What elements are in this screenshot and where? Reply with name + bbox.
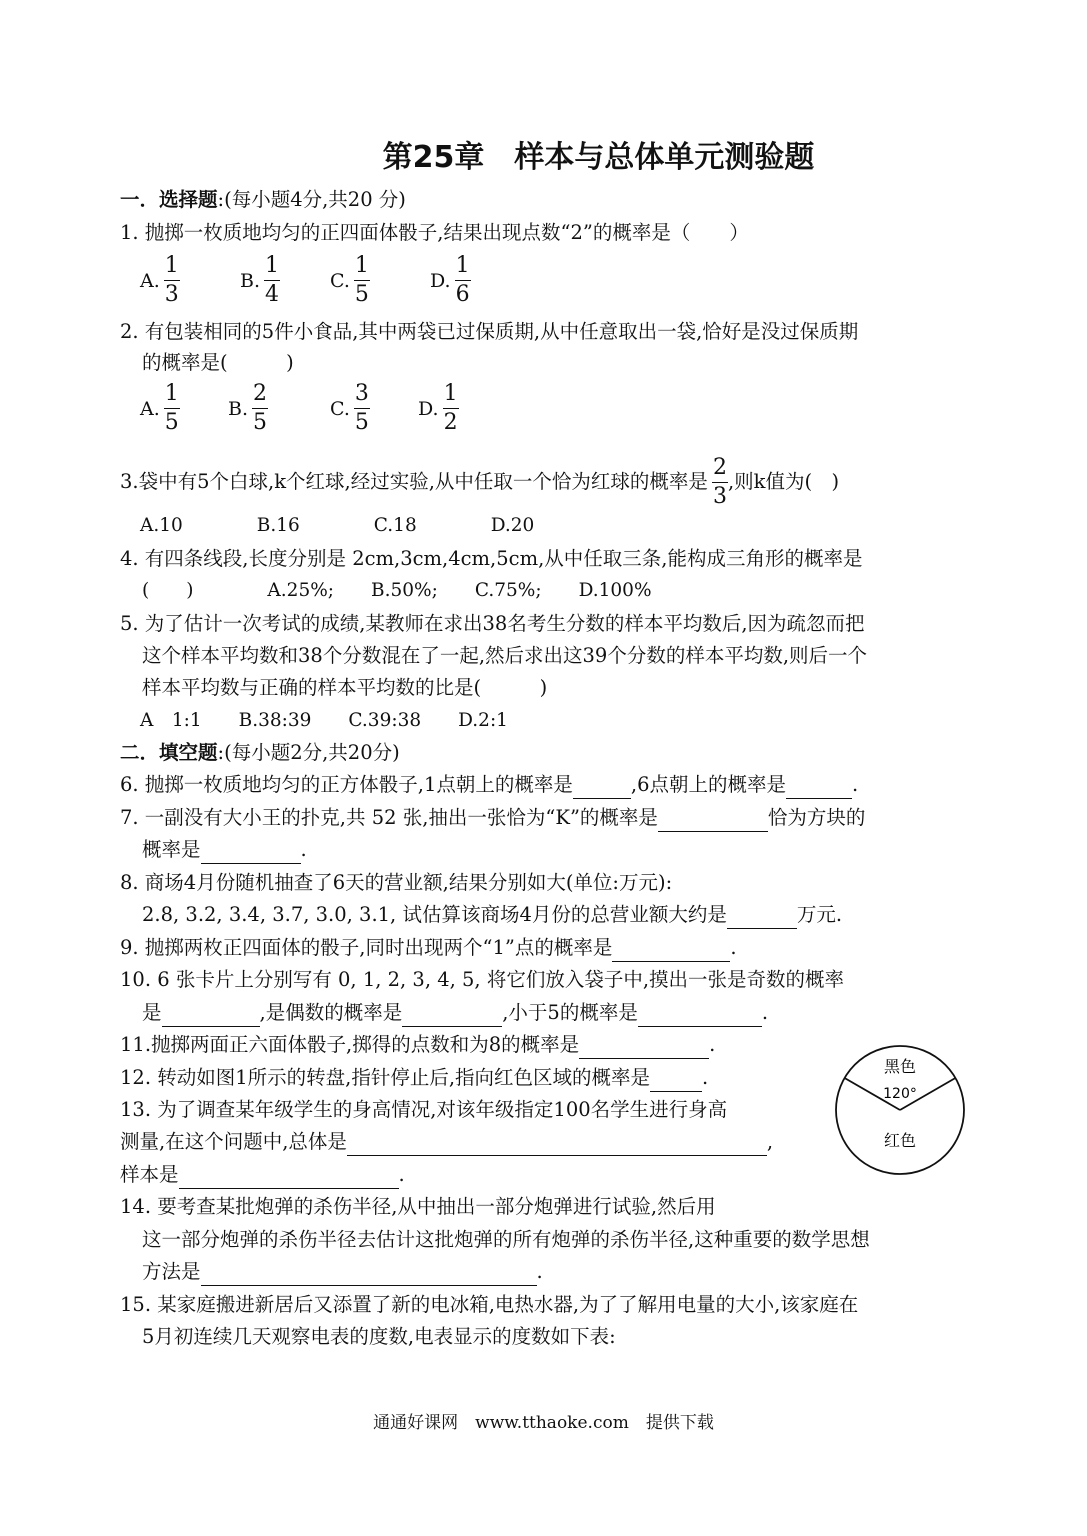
q1-option-2	[330, 254, 370, 307]
q10-part-b: 是	[142, 1001, 162, 1024]
option-letter: D.	[418, 397, 439, 420]
q3-fraction	[712, 456, 728, 509]
option-letter: A.	[140, 397, 160, 420]
section-2-heading	[120, 739, 400, 767]
q8-blank[interactable]	[727, 908, 797, 929]
footer-credit: 通通好课网 www.tthaoke.com 提供下载	[373, 1413, 714, 1433]
option-letter: D.	[430, 269, 451, 292]
q13-blank-1[interactable]	[347, 1135, 767, 1156]
section-2-note: :(每小题2分,共20分)	[217, 741, 400, 764]
option-fraction	[443, 382, 459, 435]
frac-num: 3	[354, 381, 369, 406]
q10-blank-1[interactable]	[162, 1006, 260, 1027]
q10-part-c: ,是偶数的概率是	[259, 1001, 403, 1024]
q5-text-2: 这个样本平均数和38个分数混在了一起,然后求出这39个分数的样本平均数,则后一个	[142, 644, 868, 667]
q7-part-a: 7. 一副没有大小王的扑克,共 52 张,抽出一张恰为“K”的概率是	[120, 806, 658, 829]
q4-text-2: ( ) A.25%; B.50%; C.75%; D.100%	[142, 580, 652, 601]
q2-text-1: 2. 有包装相同的5件小食品,其中两袋已过保质期,从中任意取出一袋,恰好是没过保质期	[120, 320, 859, 343]
section-1-note: :(每小题4分,共20 分)	[217, 188, 406, 211]
option-letter: B.	[228, 397, 249, 420]
q7-blank-2[interactable]	[201, 843, 301, 864]
option-fraction	[455, 254, 471, 307]
spinner-figure	[828, 1042, 972, 1178]
option-letter: A.	[140, 269, 160, 292]
q12-text	[120, 1064, 708, 1092]
q4-text-1: 4. 有四条线段,长度分别是 2cm,3cm,4cm,5cm,从中任取三条,能构成三角形的概率是	[120, 547, 863, 570]
q3-frac-num: 2	[712, 454, 727, 480]
q3-text	[120, 454, 840, 509]
q8-part-c: 万元.	[796, 903, 843, 926]
q14-blank[interactable]	[201, 1265, 537, 1286]
q10-text-2	[142, 999, 768, 1027]
q7-text-1	[120, 804, 865, 832]
q13-part-e: .	[398, 1163, 405, 1186]
q2-text-2: 的概率是( )	[142, 351, 294, 374]
q15-text-2: 5月初连续几天观察电表的度数,电表显示的度数如下表:	[142, 1325, 616, 1348]
q10-part-d: ,小于5的概率是	[502, 1001, 638, 1024]
frac-num: 1	[354, 253, 369, 278]
q5-options: A 1:1 B.38:39 C.39:38 D.2:1	[140, 710, 508, 731]
q11-text	[120, 1031, 715, 1059]
q12-blank[interactable]	[650, 1071, 702, 1092]
q6-part-c: .	[852, 773, 859, 796]
q2-option-0	[140, 382, 180, 435]
q6-part-a: 6. 抛掷一枚质地均匀的正方体骰子,1点朝上的概率是	[120, 773, 573, 796]
q6-blank-2[interactable]	[786, 778, 852, 799]
q1-option-1	[240, 254, 280, 307]
option-fraction	[264, 254, 280, 307]
option-letter: C.	[330, 397, 350, 420]
q6-part-b: ,6点朝上的概率是	[630, 773, 787, 796]
q9-part-a: 9. 抛掷两枚正四面体的骰子,同时出现两个“1”点的概率是	[120, 936, 613, 959]
option-fraction	[164, 254, 180, 307]
q3-pre: 3.袋中有5个白球,k个红球,经过实验,从中任取一个恰为红球的概率是	[120, 470, 708, 493]
q6-text	[120, 771, 858, 799]
q12-part-a: 12. 转动如图1所示的转盘,指针停止后,指向红色区域的概率是	[120, 1066, 651, 1089]
q14-part-d: .	[536, 1260, 543, 1283]
option-fraction	[252, 382, 268, 435]
section-2-label: 二．填空题	[120, 741, 218, 764]
frac-num: 1	[164, 381, 179, 406]
frac-den: 5	[164, 410, 179, 435]
q13-part-c: ,	[766, 1130, 774, 1153]
section-1-heading	[120, 186, 406, 214]
q10-part-e: .	[761, 1001, 769, 1024]
frac-num: 2	[253, 381, 268, 406]
frac-num: 1	[164, 253, 179, 278]
q7-part-b: 恰为方块的	[767, 806, 866, 829]
section-1-label: 一．选择题	[120, 188, 218, 211]
q2-option-1	[228, 382, 268, 435]
spinner-red-label: 红色	[883, 1131, 917, 1150]
q3-options: A.10 B.16 C.18 D.20	[140, 515, 535, 536]
option-fraction	[164, 382, 180, 435]
frac-den: 4	[265, 282, 280, 307]
q9-part-b: .	[730, 936, 737, 959]
option-letter: C.	[330, 269, 350, 292]
q3-post: ,则k值为( )	[727, 470, 840, 493]
q11-blank[interactable]	[579, 1038, 709, 1059]
q14-part-c: 方法是	[142, 1260, 201, 1283]
q2-option-2	[330, 382, 370, 435]
q8-part-b: 2.8, 3.2, 3.4, 3.7, 3.0, 3.1, 试估算该商场4月份的总营业额大约是	[142, 903, 727, 926]
q7-part-d: .	[300, 838, 307, 861]
q12-part-b: .	[702, 1066, 709, 1089]
q7-text-2	[142, 836, 307, 864]
frac-num: 1	[455, 253, 470, 278]
q14-text-2: 这一部分炮弹的杀伤半径去估计这批炮弹的所有炮弹的杀伤半径,这种重要的数学思想	[142, 1228, 870, 1251]
q13-blank-2[interactable]	[179, 1168, 399, 1189]
q3-frac-den: 3	[712, 483, 727, 509]
q7-blank-1[interactable]	[658, 811, 768, 832]
q13-text-1: 13. 为了调查某年级学生的身高情况,对该年级指定100名学生进行身高	[120, 1098, 728, 1121]
frac-den: 2	[443, 410, 458, 435]
frac-den: 5	[354, 410, 369, 435]
q13-text-2	[120, 1128, 773, 1156]
q10-text-1: 10. 6 张卡片上分别写有 0, 1, 2, 3, 4, 5, 将它们放入袋子中,摸出一张是奇数的概率	[120, 968, 845, 991]
q5-text-3: 样本平均数与正确的样本平均数的比是( )	[142, 676, 548, 699]
q1-option-3	[430, 254, 471, 307]
q6-blank-1[interactable]	[573, 778, 631, 799]
frac-den: 6	[455, 282, 470, 307]
spinner-black-label: 黑色	[883, 1057, 917, 1076]
q11-part-b: .	[709, 1033, 716, 1056]
q9-blank[interactable]	[612, 941, 730, 962]
q8-text-2	[142, 901, 842, 929]
q11-part-a: 11.抛掷两面正六面体骰子,掷得的点数和为8的概率是	[120, 1033, 580, 1056]
q8-text-1: 8. 商场4月份随机抽查了6天的营业额,结果分别如大(单位:万元):	[120, 871, 673, 894]
q10-blank-2[interactable]	[402, 1006, 502, 1027]
q9-text	[120, 934, 737, 962]
option-fraction	[354, 382, 370, 435]
frac-den: 5	[253, 410, 268, 435]
q14-text-1: 14. 要考查某批炮弹的杀伤半径,从中抽出一部分炮弹进行试验,然后用	[120, 1195, 716, 1218]
frac-den: 3	[164, 282, 179, 307]
q5-text-1: 5. 为了估计一次考试的成绩,某教师在求出38名考生分数的样本平均数后,因为疏忽而把	[120, 612, 865, 635]
frac-num: 1	[265, 253, 280, 278]
spinner-angle-label: 120°	[883, 1086, 917, 1102]
q15-text-1: 15. 某家庭搬进新居后又添置了新的电冰箱,电热水器,为了了解用电量的大小,该家庭在	[120, 1293, 859, 1316]
frac-den: 5	[354, 282, 369, 307]
page-title: 第25章 样本与总体单元测验题	[382, 140, 815, 175]
q13-part-b: 测量,在这个问题中,总体是	[120, 1130, 347, 1153]
frac-num: 1	[443, 381, 458, 406]
q10-blank-3[interactable]	[638, 1006, 762, 1027]
q13-text-3	[120, 1161, 405, 1189]
q13-part-d: 样本是	[120, 1163, 179, 1186]
q1-text: 1. 抛掷一枚质地均匀的正四面体骰子,结果出现点数“2”的概率是（ ）	[120, 221, 749, 244]
q14-text-3	[142, 1258, 543, 1286]
option-fraction	[354, 254, 370, 307]
option-letter: B.	[240, 269, 261, 292]
q1-option-0	[140, 254, 180, 307]
q7-part-c: 概率是	[142, 838, 201, 861]
q2-option-3	[418, 382, 459, 435]
